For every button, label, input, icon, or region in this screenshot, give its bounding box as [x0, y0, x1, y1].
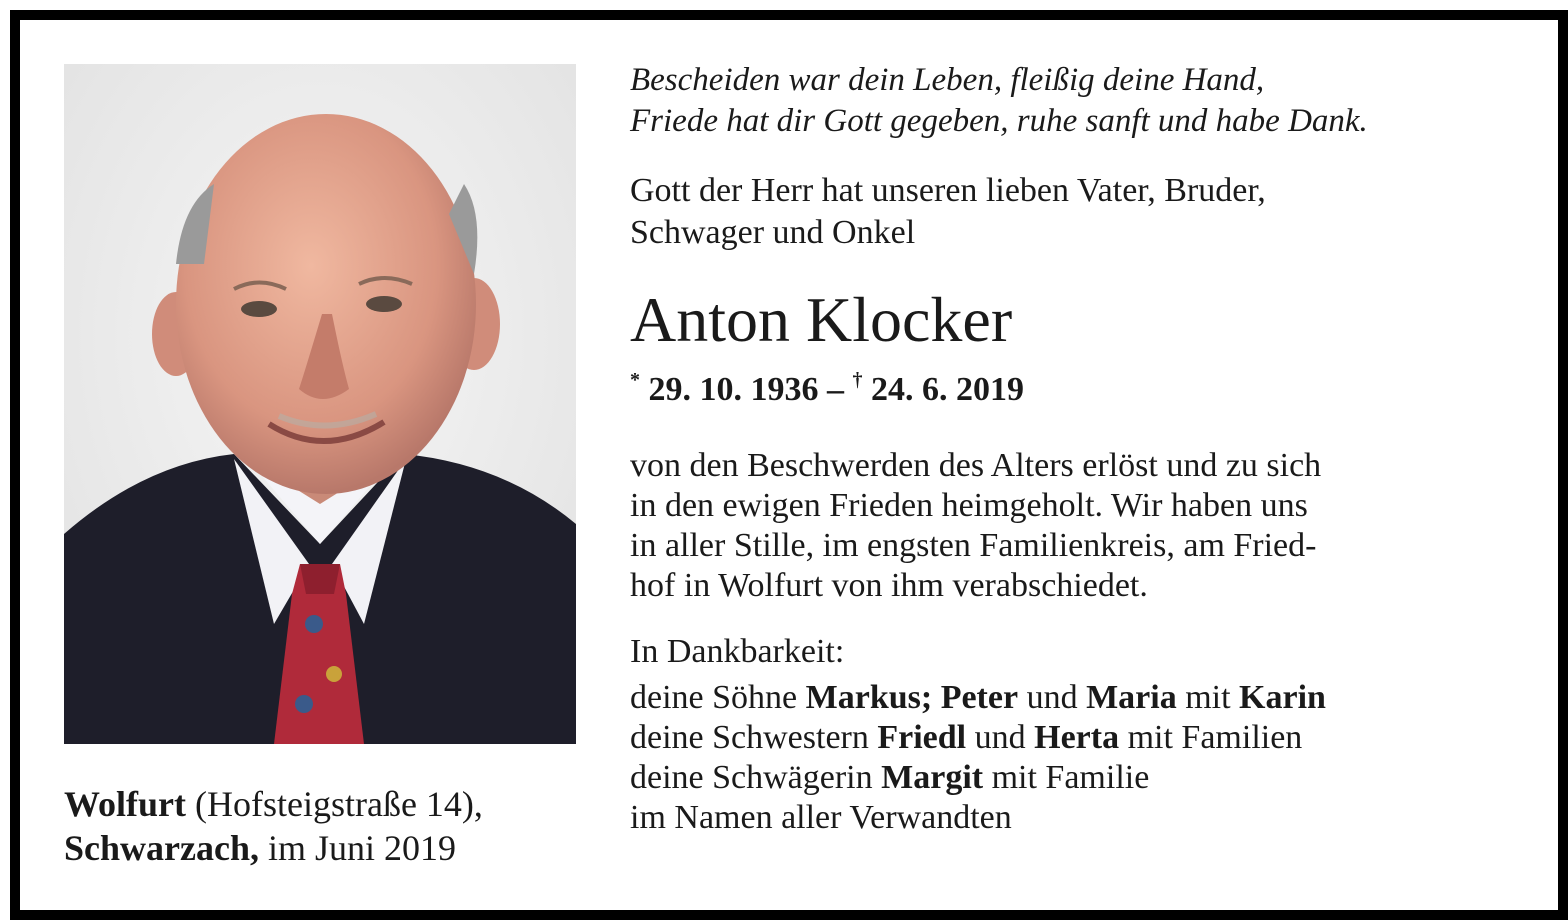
- family-line-sons: deine Söhne Markus; Peter und Maria mit Karin: [630, 679, 1326, 716]
- town-wolfurt: Wolfurt: [64, 784, 186, 824]
- body-text: [630, 446, 1500, 606]
- notice-date: im Juni 2019: [267, 828, 456, 868]
- body-line: hof in Wolfurt von ihm verabschiedet.: [630, 567, 1148, 604]
- family-line-sisters: deine Schwestern Friedl und Herta mit Familien: [630, 719, 1303, 756]
- body-line: in den ewigen Frieden heimgeholt. Wir haben uns: [630, 487, 1308, 524]
- town-schwarzach: Schwarzach,: [64, 828, 259, 868]
- family-list: [630, 678, 1500, 838]
- place-and-date: [64, 782, 584, 870]
- family-line-relatives: im Namen aller Verwandten: [630, 799, 1012, 836]
- deceased-name: Anton Klocker: [630, 284, 1013, 355]
- thanks-heading: In Dankbarkeit:: [630, 633, 845, 670]
- verse-line: Friede hat dir Gott gegeben, ruhe sanft und habe Dank.: [630, 103, 1368, 139]
- death-date: 24. 6. 2019: [871, 371, 1024, 408]
- body-line: in aller Stille, im engsten Familienkreis, am Fried-: [630, 527, 1317, 564]
- death-symbol: †: [852, 369, 863, 391]
- birth-symbol: *: [630, 369, 640, 391]
- intro-line: Gott der Herr hat unseren lieben Vater, Bruder,: [630, 172, 1266, 209]
- date-separator: –: [827, 371, 844, 408]
- intro: [630, 170, 1500, 254]
- birth-date: 29. 10. 1936: [648, 371, 819, 408]
- portrait-photo: [64, 64, 576, 744]
- life-dates: [630, 360, 1500, 410]
- body-line: von den Beschwerden des Alters erlöst und zu sich: [630, 447, 1322, 484]
- address: (Hofsteigstraße 14),: [195, 784, 483, 824]
- intro-line: Schwager und Onkel: [630, 214, 916, 251]
- verse-line: Bescheiden war dein Leben, fleißig deine Hand,: [630, 62, 1265, 98]
- verse: [630, 60, 1500, 142]
- family-line-sister-in-law: deine Schwägerin Margit mit Familie: [630, 759, 1150, 796]
- portrait-illustration: [64, 64, 576, 744]
- obituary-text: [630, 60, 1500, 838]
